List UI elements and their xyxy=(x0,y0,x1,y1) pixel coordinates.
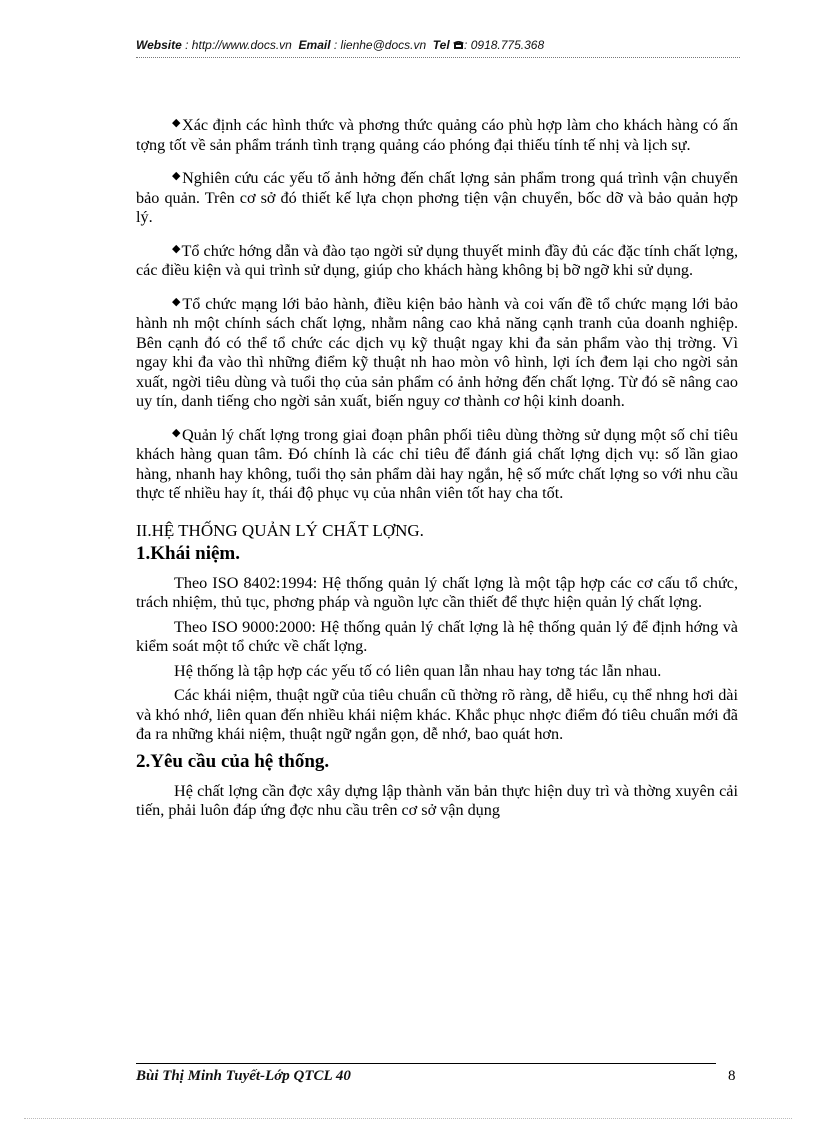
page-bottom-border xyxy=(24,1118,792,1119)
diamond-bullet-icon: ◆ xyxy=(172,295,182,308)
email-value: : lienhe@docs.vn xyxy=(333,38,427,52)
tel-label: Tel xyxy=(432,38,450,52)
body-paragraph: Theo ISO 9000:2000: Hệ thống quản lý chất lợng là hệ thống quản lý để định hớng và kiểm soát một tổ chức về chất lợng. xyxy=(136,617,738,655)
bullet-paragraph xyxy=(136,114,738,155)
bullet-text: Quản lý chất lợng trong giai đoạn phân phối tiêu dùng thờng sử dụng một số chỉ tiêu khách hàng quan tâm. Đó chính là các chỉ tiêu để đánh giá chất lợng dịch vụ: số lần giao hàng, nhanh hay không, tuổi thọ sản phẩm dài hay ngắn, hệ số mức chất lợng so với nhu cầu thực tế nhiều hay ít, thái độ phục vụ của nhân viên tốt hay cha tốt. xyxy=(136,425,738,502)
diamond-bullet-icon: ◆ xyxy=(172,117,182,129)
website-label: Website xyxy=(136,38,182,52)
body-paragraph: Hệ thống là tập hợp các yếu tố có liên quan lẫn nhau hay tơng tác lẫn nhau. xyxy=(174,661,662,680)
page-number: 8 xyxy=(728,1068,736,1084)
body-paragraph: Các khái niệm, thuật ngữ của tiêu chuẩn cũ thờng rõ ràng, dễ hiểu, cụ thể nhng hơi dài và khó nhớ, liên quan đến nhiều khái niệm khác. Khắc phục nhợc điểm đó tiêu chuẩn mới đã đa ra những khái niệm, thuật ngữ ngắn gọn, dễ nhớ, bao quát hơn. xyxy=(136,686,738,743)
bullet-paragraph xyxy=(136,167,738,228)
bullet-text: Xác định các hình thức và phơng thức quảng cáo phù hợp làm cho khách hàng có ấn tợng tốt về sản phẩm tránh tình trạng quảng cáo phóng đại thiếu tính tế nhị và lịch sự. xyxy=(136,116,738,154)
bullet-text: Tổ chức hớng dẫn và đào tạo ngời sử dụng thuyết minh đầy đủ các đặc tính chất lợng, các điều kiện và qui trình sử dụng, giúp cho khách hàng không bị bỡ ngỡ khi sử dụng. xyxy=(136,241,738,279)
diamond-bullet-icon: ◆ xyxy=(172,426,181,439)
footer-author: Bùi Thị Minh Tuyết-Lớp QTCL 40 xyxy=(136,1068,351,1084)
section-title: II.HỆ THỐNG QUẢN LÝ CHẤT LỢNG. xyxy=(136,520,424,540)
email-label: Email xyxy=(298,38,331,52)
bullet-text: Tổ chức mạng lới bảo hành, điều kiện bảo hành và coi vấn đề tổ chức mạng lới bảo hành nh một chính sách chất lợng, nhằm nâng cao khả năng cạnh tranh của doanh nghiệp. Bên cạnh đó có thể tổ chức các dịch vụ kỹ thuật ngay khi đa sản phẩm vào thị trờng. Vì ngay khi đa vào thì những điểm kỹ thuật nh hao mòn vô hình, lợi ích đem lại cho ngời sản xuất, ngời tiêu dùng và tuổi thọ của sản phẩm có ảnh hởng đến chất lợng. Từ đó sẽ nâng cao uy tín, danh tiếng cho ngời sản xuất, biến nguy cơ thành cơ hội kinh doanh. xyxy=(136,294,738,410)
bullet-paragraph xyxy=(136,424,738,504)
body-paragraph: Theo ISO 8402:1994: Hệ thống quản lý chất lợng là một tập hợp các cơ cấu tổ chức, trách nhiệm, thủ tục, phơng pháp và nguồn lực cần thiết để thực hiện quản lý chất lợng. xyxy=(136,573,738,611)
page-content xyxy=(136,114,738,826)
footer-divider xyxy=(136,1063,716,1064)
bullet-paragraph xyxy=(136,240,738,281)
bullet-paragraph xyxy=(136,293,738,412)
body-paragraph: Hệ chất lợng cần đợc xây dựng lập thành văn bản thực hiện duy trì và thờng xuyên cải tiến, phải luôn đáp ứng đợc nhu cầu trên cơ sở vận dụng xyxy=(136,781,738,819)
subheading-concept: 1.Khái niệm. xyxy=(136,542,240,564)
website-value: : http://www.docs.vn xyxy=(185,38,292,52)
header-divider xyxy=(136,57,740,58)
tel-value: : 0918.775.368 xyxy=(464,38,545,52)
page-header xyxy=(136,38,740,52)
bullet-text: Nghiên cứu các yếu tố ảnh hởng đến chất lợng sản phẩm trong quá trình vận chuyển bảo quản. Trên cơ sở đó thiết kế lựa chọn phơng tiện vận chuyển, bốc dỡ và bảo quản hợp lý. xyxy=(136,169,738,226)
phone-icon xyxy=(453,40,464,50)
diamond-bullet-icon: ◆ xyxy=(172,242,181,255)
subheading-requirements: 2.Yêu cầu của hệ thống. xyxy=(136,750,330,772)
diamond-bullet-icon: ◆ xyxy=(172,170,182,182)
